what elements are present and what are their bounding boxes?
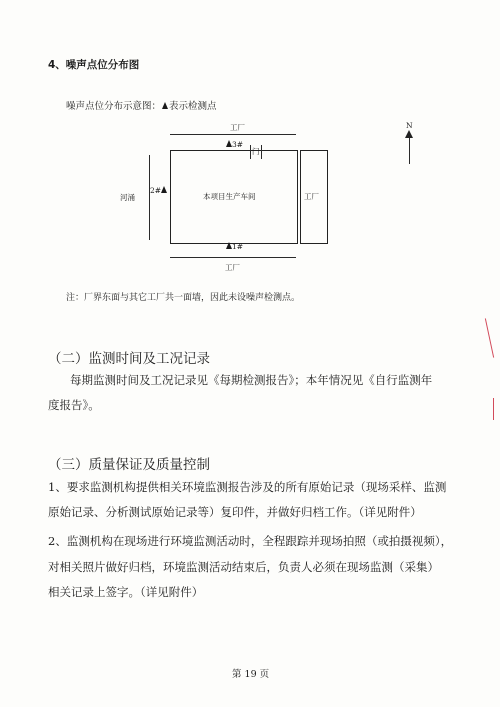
section-2-line-2: 度报告》。	[48, 398, 100, 412]
point-1	[226, 242, 243, 251]
top-factory-label: 工厂	[230, 123, 245, 132]
page-number: 第 19 页	[232, 669, 270, 680]
gate-label: 门	[252, 147, 260, 156]
section-2-line-1: 每期监测时间及工况记录见《每期检测报告》；本年情况见《自行监测年	[70, 373, 433, 387]
gate-post-right	[261, 145, 262, 159]
point-3	[226, 140, 243, 149]
caption-suffix: 表示检测点	[169, 101, 217, 112]
bottom-boundary-line	[170, 257, 296, 258]
north-arrow-icon	[409, 134, 410, 164]
workshop-label: 本项目生产车间	[203, 192, 256, 201]
section-3-p2-line-3: 相关记录上签字。（详见附件）	[48, 585, 204, 599]
section-4-title: 4、噪声点位分布图	[48, 59, 140, 71]
triangle-marker-icon	[162, 102, 168, 109]
point-2-label: 2#	[150, 186, 162, 195]
diagram-caption	[66, 98, 217, 112]
section-3-title: （三）质量保证及质量控制	[48, 457, 210, 473]
top-boundary-line	[170, 134, 296, 135]
section-3-p1-line-2: 原始记录、分析测试原始记录等）复印件，并做好归档工作。（详见附件）	[48, 505, 422, 519]
north-label: N	[406, 121, 413, 130]
bottom-factory-label: 工厂	[225, 263, 240, 272]
scan-mark	[485, 318, 494, 357]
diagram-note: 注：厂界东面与其它工厂共一面墙，因此未设噪声检测点。	[66, 293, 301, 303]
north-arrowhead-icon	[405, 130, 413, 138]
scan-mark	[493, 398, 494, 420]
triangle-marker-icon	[161, 186, 167, 193]
right-factory-label: 工厂	[304, 192, 319, 201]
gate-post-left	[250, 145, 251, 159]
caption-prefix: 噪声点位分布示意图：	[66, 101, 162, 112]
section-3-p2-line-2: 对相关照片做好归档，环境监测活动结束后，负责人必须在现场监测（采集）	[48, 560, 439, 574]
point-3-label: 3#	[232, 140, 244, 149]
point-1-label: 1#	[232, 242, 244, 251]
section-3-p1-line-1: 1、要求监测机构提供相关环境监测报告涉及的所有原始记录（现场采样、监测	[48, 480, 447, 494]
river-label: 河涌	[120, 193, 135, 202]
river-line	[149, 155, 150, 240]
point-2	[150, 186, 167, 195]
section-2-title: （二）监测时间及工况记录	[48, 351, 210, 367]
section-3-p2-line-1: 2、监测机构在现场进行环境监测活动时，全程跟踪并现场拍照（或拍摄视频），	[48, 534, 453, 548]
